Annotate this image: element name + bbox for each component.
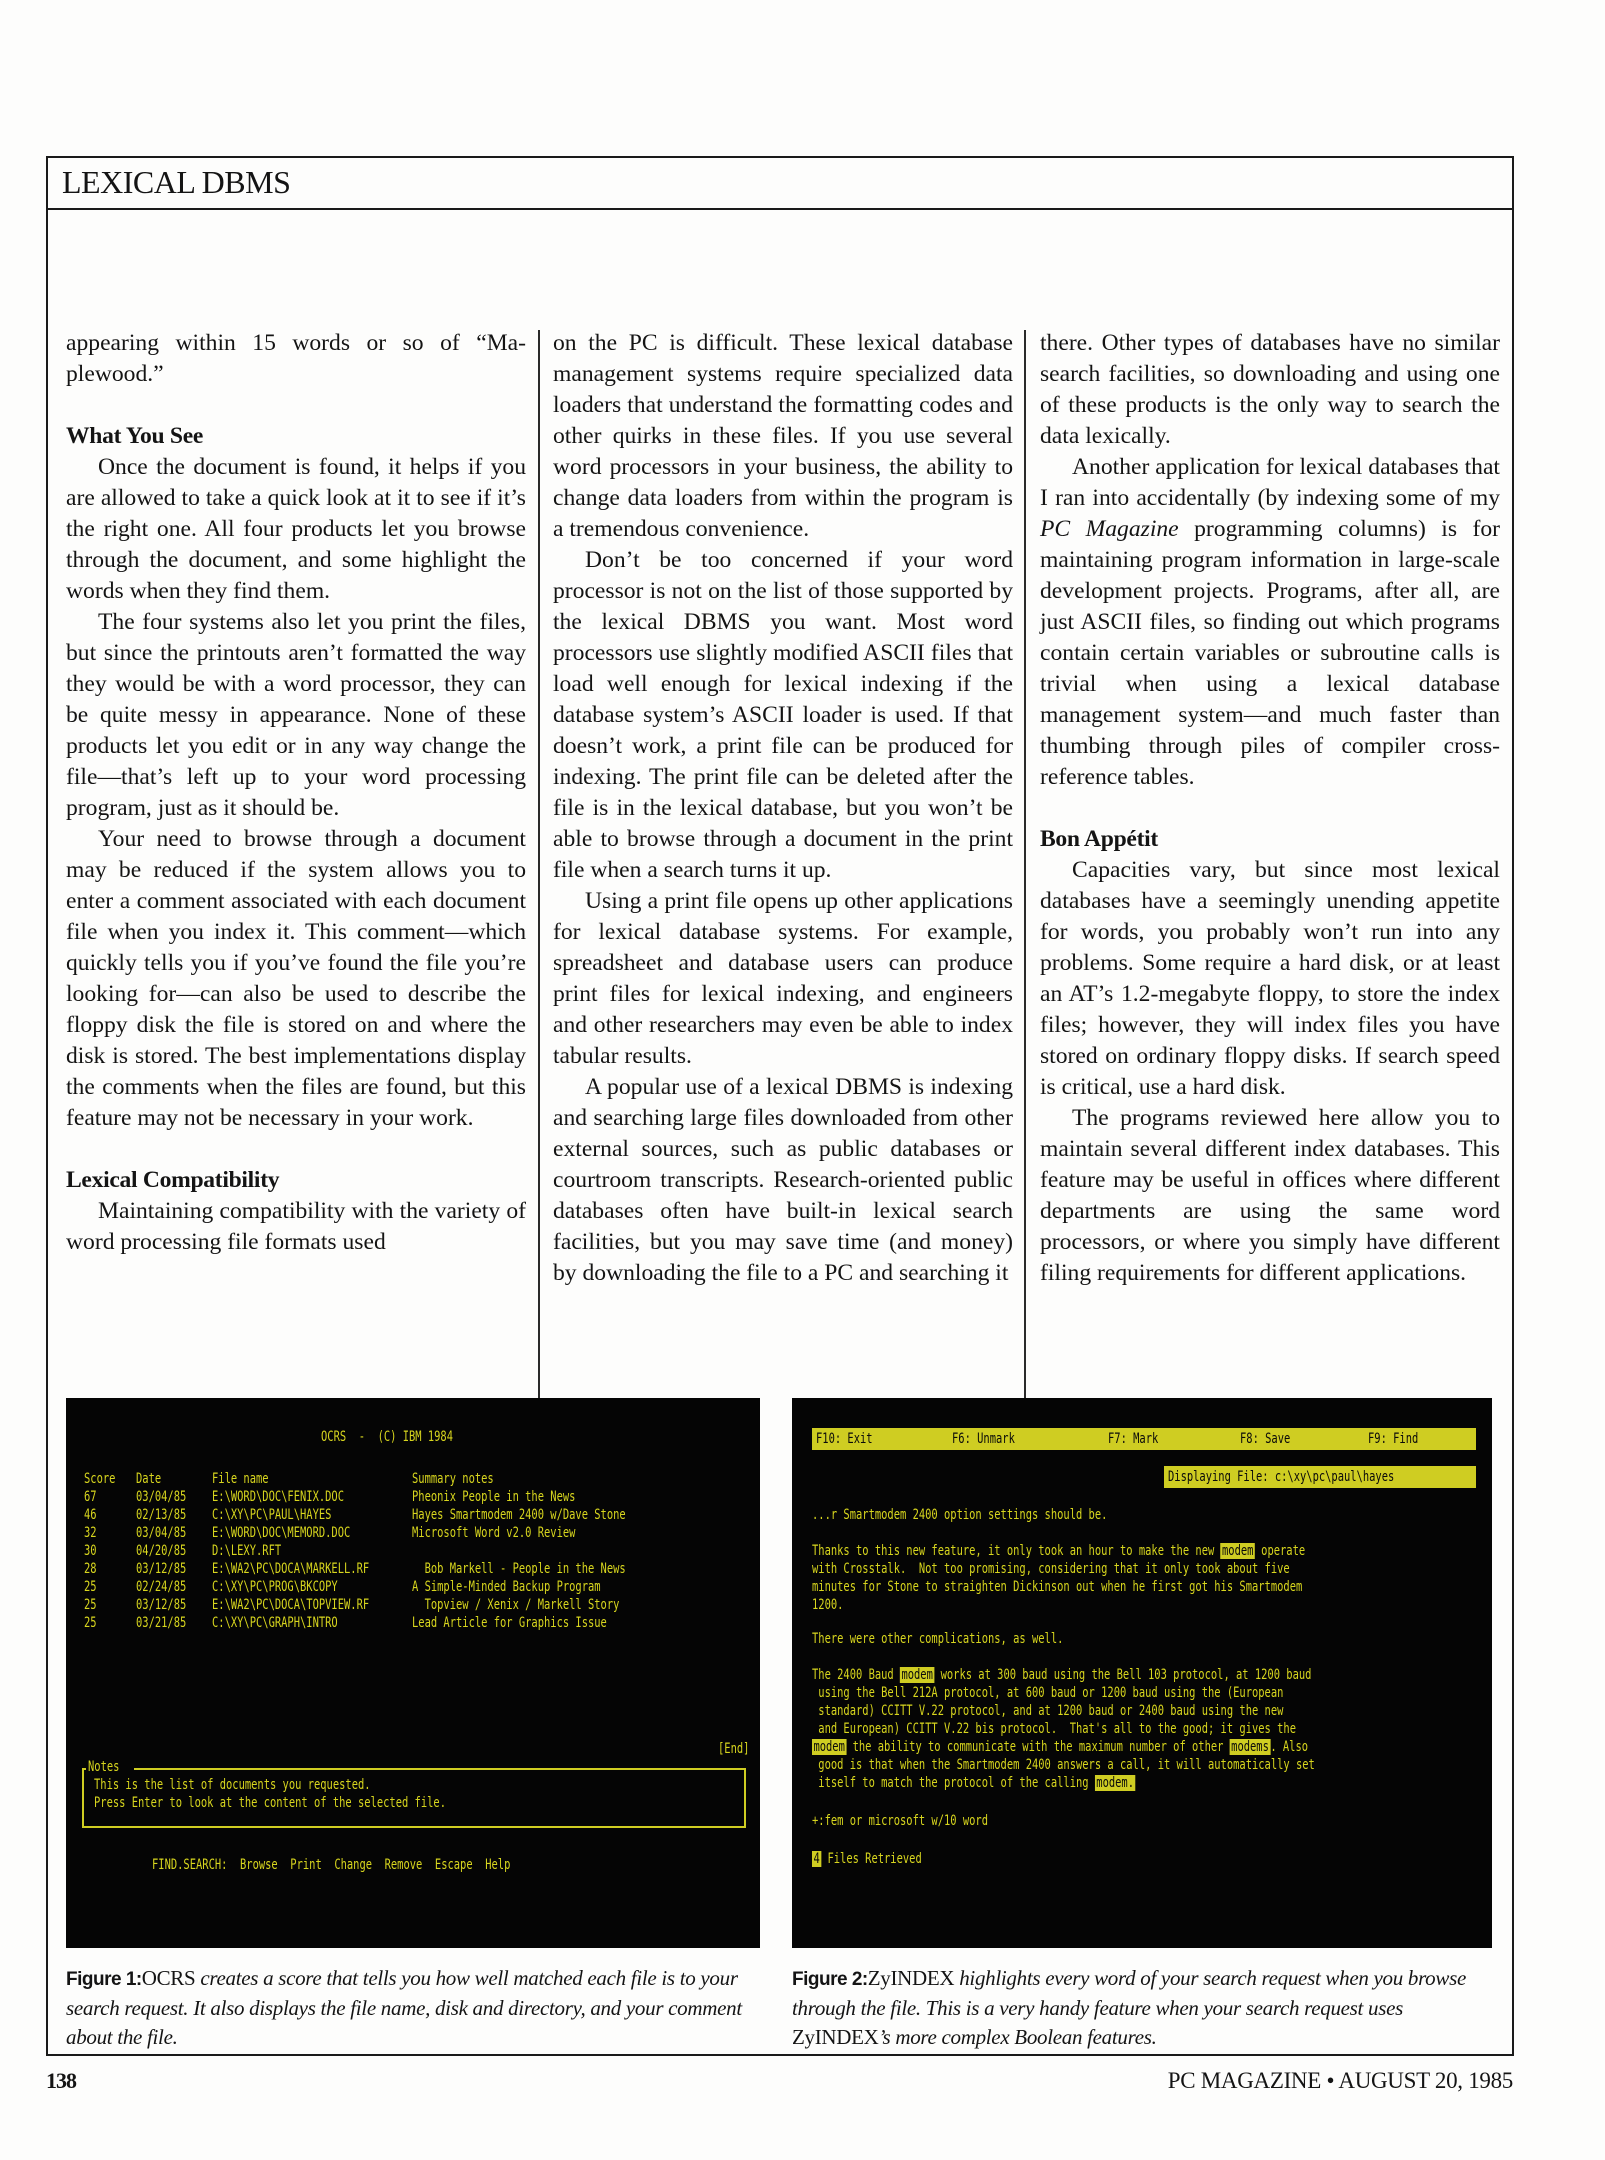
doc-line: ...r Smartmodem 2400 option settings should be. (812, 1507, 1108, 1523)
figure-2 (792, 1398, 1492, 2052)
publication-footer: PC MAGAZINE • AUGUST 20, 1985 (1167, 2068, 1513, 2093)
fkey-exit[interactable]: F10: Exit (816, 1431, 873, 1447)
ocrs-cell-notes: Topview / Xenix / Markell Story (412, 1597, 620, 1613)
figure-1 (66, 1398, 766, 2052)
fkey-unmark[interactable]: F6: Unmark (952, 1431, 1015, 1447)
column-middle (553, 328, 1013, 1289)
ocrs-cell-file: C:\XY\PC\GRAPH\INTRO (212, 1615, 338, 1631)
notes-line-2: Press Enter to look at the content of the selected file. (94, 1795, 446, 1811)
ocrs-title: OCRS - (C) IBM 1984 (321, 1429, 453, 1445)
doc-line: 1200. (812, 1597, 844, 1613)
ocrs-cell-score: 32 (84, 1525, 97, 1541)
doc-line: standard) CCITT V.22 protocol, and at 1200 baud or 2400 baud using the new (812, 1703, 1284, 1719)
search-hit-highlight: modem (813, 1739, 845, 1755)
end-marker: [End] (718, 1741, 750, 1757)
ocrs-cell-date: 02/24/85 (136, 1579, 187, 1595)
paragraph: on the PC is difficult. These lexical database management systems require specialized data loaders that understand the formatting codes and other quirks in these files. If you use several word processors in your business, the ability to change data loaders from within the program is a tremendous convenience. (553, 330, 1013, 542)
doc-line: good is that when the Smartmodem 2400 answers a call, it will automatically set (812, 1757, 1315, 1773)
subheading-lexical-compatibility: Lexical Compatibility (66, 1167, 280, 1193)
magazine-name: PC Magazine (1040, 516, 1179, 542)
menu-remove[interactable]: Remove (384, 1857, 423, 1873)
paragraph: The four systems also let you print the files, but since the printouts aren’t formatted the way they would be with a word processor, they can be quite messy in appearance. None of these products let you edit or in any way change the file—that’s left up to your word processing program, just as it should be. (66, 609, 526, 821)
doc-line: modem the ability to communicate with the maximum number of other modems. Also (813, 1739, 1309, 1755)
zyindex-screen (792, 1398, 1492, 1948)
ocrs-cell-notes: Hayes Smartmodem 2400 w/Dave Stone (412, 1507, 626, 1523)
column-left (66, 328, 526, 1258)
subheading-bon-appetit: Bon Appétit (1040, 826, 1158, 852)
ocrs-cell-file: E:\WORD\DOC\MEMORD.DOC (212, 1525, 351, 1541)
page-frame (46, 156, 1514, 2056)
paragraph: Another application for lexical databases that I ran into accidentally (by indexing some of my PC Magazine programming columns) is for maintaining program information in large-scale development projects. Programs, after all, are just ASCII files, so finding out which programs contain certain variables or subroutine calls is trivial when using a lexical database management system—and much faster than thumbing through piles of compiler cross-reference tables. (1040, 454, 1500, 790)
column-divider (1024, 330, 1026, 1542)
ocrs-cell-file: C:\XY\PC\PAUL\HAYES (212, 1507, 332, 1523)
files-retrieved-count: 4 (813, 1851, 820, 1867)
paragraph: Don’t be too concerned if your word processor is not on the list of those supported by the lexical DBMS you want. Most word processors use slightly modified ASCII files that load well enough for lexical indexing if the database system’s ASCII loader is used. If that doesn’t work, a print file can be produced for indexing. The print file can be deleted after the file is in the lexical database, but you won’t be able to browse through a document in the print file when a search turns it up. (553, 547, 1013, 883)
menu-change[interactable]: Change (334, 1857, 372, 1873)
paragraph: Using a print file opens up other applications for lexical database systems. For example, spreadsheet and database users can produce print files for lexical indexing, and engineers and other researchers may even be able to index tabular results. (553, 888, 1013, 1069)
section-title: LEXICAL DBMS (62, 164, 291, 200)
doc-line: Thanks to this new feature, it only took an hour to make the new modem operate (812, 1543, 1306, 1559)
search-query: +:fem or microsoft w/10 word (812, 1813, 988, 1829)
ocrs-cell-date: 03/21/85 (136, 1615, 187, 1631)
section-header (48, 158, 1512, 210)
search-hit-highlight: modem (901, 1667, 933, 1683)
ocrs-cell-file: E:\WORD\DOC\FENIX.DOC (212, 1489, 344, 1505)
subheading-what-you-see: What You See (66, 423, 204, 449)
notes-line-1: This is the list of documents you requested. (94, 1777, 371, 1793)
menu-print[interactable]: Print (290, 1857, 322, 1873)
column-divider (538, 330, 540, 1542)
menu-escape[interactable]: Escape (434, 1857, 473, 1873)
fkey-save[interactable]: F8: Save (1240, 1431, 1291, 1447)
ocrs-col-notes-header: Summary notes (412, 1471, 494, 1487)
doc-line: There were other complications, as well. (812, 1631, 1064, 1647)
function-key-bar (812, 1428, 1476, 1450)
paragraph: Maintaining compatibility with the variety of word processing file formats used (66, 1198, 526, 1255)
column-right (1040, 328, 1500, 1289)
ocrs-cell-file: E:\WA2\PC\DOCA\TOPVIEW.RF (212, 1597, 370, 1613)
ocrs-col-date-header: Date (136, 1471, 162, 1487)
paragraph: there. Other types of databases have no similar search facilities, so downloading and using one of these products is the only way to search the data lexically. (1040, 330, 1500, 449)
files-retrieved-label: Files Retrieved (827, 1851, 922, 1867)
doc-line: with Crosstalk. Not too promising, considering that it only took about five (812, 1561, 1290, 1577)
menu-prefix: FIND.SEARCH: (151, 1857, 228, 1873)
page-number: 138 (46, 2068, 76, 2093)
paragraph: appearing within 15 words or so of “Maplewood.” (66, 330, 526, 387)
menu-help[interactable]: Help (485, 1857, 511, 1873)
ocrs-cell-notes: A Simple-Minded Backup Program (412, 1579, 601, 1595)
ocrs-cell-date: 03/04/85 (136, 1489, 187, 1505)
ocrs-cell-date: 02/13/85 (136, 1507, 187, 1523)
ocrs-cell-score: 46 (84, 1507, 97, 1523)
ocrs-cell-notes: Microsoft Word v2.0 Review (412, 1525, 576, 1541)
paragraph: Capacities vary, but since most lexical databases have a seemingly unending appetite for words, you probably won’t run into any problems. Some require a hard disk, or at least an AT’s 1.2-megabyte floppy, to store the index files; however, they will index files you have stored on ordinary floppy disks. If search speed is critical, use a hard disk. (1040, 857, 1500, 1100)
ocrs-cell-file: D:\LEXY.RFT (212, 1543, 282, 1559)
doc-line: minutes for Stone to straighten Dickinson out when he first got his Smartmodem (812, 1579, 1303, 1595)
ocrs-cell-notes: Lead Article for Graphics Issue (412, 1615, 607, 1631)
ocrs-cell-score: 25 (84, 1597, 97, 1613)
ocrs-col-file-header: File name (212, 1471, 269, 1487)
article-body (48, 328, 1512, 1543)
search-hit-highlight: modems (1231, 1739, 1269, 1755)
ocrs-cell-file: E:\WA2\PC\DOCA\MARKELL.RF (212, 1561, 370, 1577)
doc-line: The 2400 Baud modem works at 300 baud using the Bell 103 protocol, at 1200 baud (812, 1667, 1312, 1683)
paragraph: A popular use of a lexical DBMS is indexing and searching large files downloaded from other external sources, such as public databases or courtroom transcripts. Research-oriented public databases often have built-in lexical search facilities, but you may save time (and money) by downloading the file to a PC and searching it (553, 1074, 1013, 1286)
notes-label: Notes (88, 1759, 120, 1775)
paragraph: Once the document is found, it helps if you are allowed to take a quick look at it to see if it’s the right one. All four products let you browse through the document, and some highlight the words when they find them. (66, 454, 526, 604)
menu-browse[interactable]: Browse (239, 1857, 278, 1873)
ocrs-cell-date: 03/12/85 (136, 1561, 187, 1577)
ocrs-cell-score: 25 (84, 1579, 97, 1595)
ocrs-command-menu (82, 1838, 650, 1892)
ocrs-cell-date: 04/20/85 (136, 1543, 187, 1559)
ocrs-cell-date: 03/12/85 (136, 1597, 187, 1613)
ocrs-cell-score: 67 (84, 1489, 97, 1505)
ocrs-cell-notes: Pheonix People in the News (412, 1489, 576, 1505)
search-hit-highlight: modem (1221, 1543, 1254, 1559)
ocrs-cell-file: C:\XY\PC\PROG\BKCOPY (212, 1579, 338, 1595)
doc-line: itself to match the protocol of the calling modem. (812, 1775, 1135, 1791)
doc-line: and European) CCITT V.22 bis protocol. That's all to the good; it gives the (812, 1721, 1296, 1737)
paragraph: Your need to browse through a document may be reduced if the system allows you to enter a comment associated with each document file when you index it. This comment—which quickly tells you if you’ve found the file you’re looking for—can also be used to describe the floppy disk the file is stored on and where the disk is stored. The best implementations display the comments when the files are found, but this feature may not be necessary in your work. (66, 826, 526, 1131)
doc-line: using the Bell 212A protocol, at 600 baud or 1200 baud using the (European (812, 1685, 1284, 1701)
ocrs-cell-notes: Bob Markell - People in the News (412, 1561, 626, 1577)
ocrs-cell-score: 30 (84, 1543, 97, 1559)
ocrs-col-score-header: Score (84, 1471, 116, 1487)
search-hit-highlight: modem. (1096, 1775, 1135, 1791)
ocrs-cell-score: 25 (84, 1615, 97, 1631)
displaying-file-banner: Displaying File: c:\xy\pc\paul\hayes (1164, 1466, 1476, 1488)
paragraph: The programs reviewed here allow you to maintain several different index databases. This feature may be useful in offices where different departments are using the same word processors, or where you simply have different filing requirements for different applications. (1040, 1105, 1500, 1286)
figure-1-caption: Figure 1:OCRS creates a score that tells you how well matched each file is to your search request. It also displays the file name, disk and directory, and your comment about the file. (66, 1966, 742, 2049)
ocrs-cell-date: 03/04/85 (136, 1525, 187, 1541)
fkey-find[interactable]: F9: Find (1368, 1431, 1419, 1447)
figure-2-caption: Figure 2:ZyINDEX highlights every word of your search request when you browse through the file. This is a very handy feature when your search request uses ZyINDEX’s more complex Boolean features. (792, 1966, 1466, 2049)
ocrs-screen (66, 1398, 760, 1948)
ocrs-cell-score: 28 (84, 1561, 97, 1577)
fkey-mark[interactable]: F7: Mark (1108, 1431, 1159, 1447)
